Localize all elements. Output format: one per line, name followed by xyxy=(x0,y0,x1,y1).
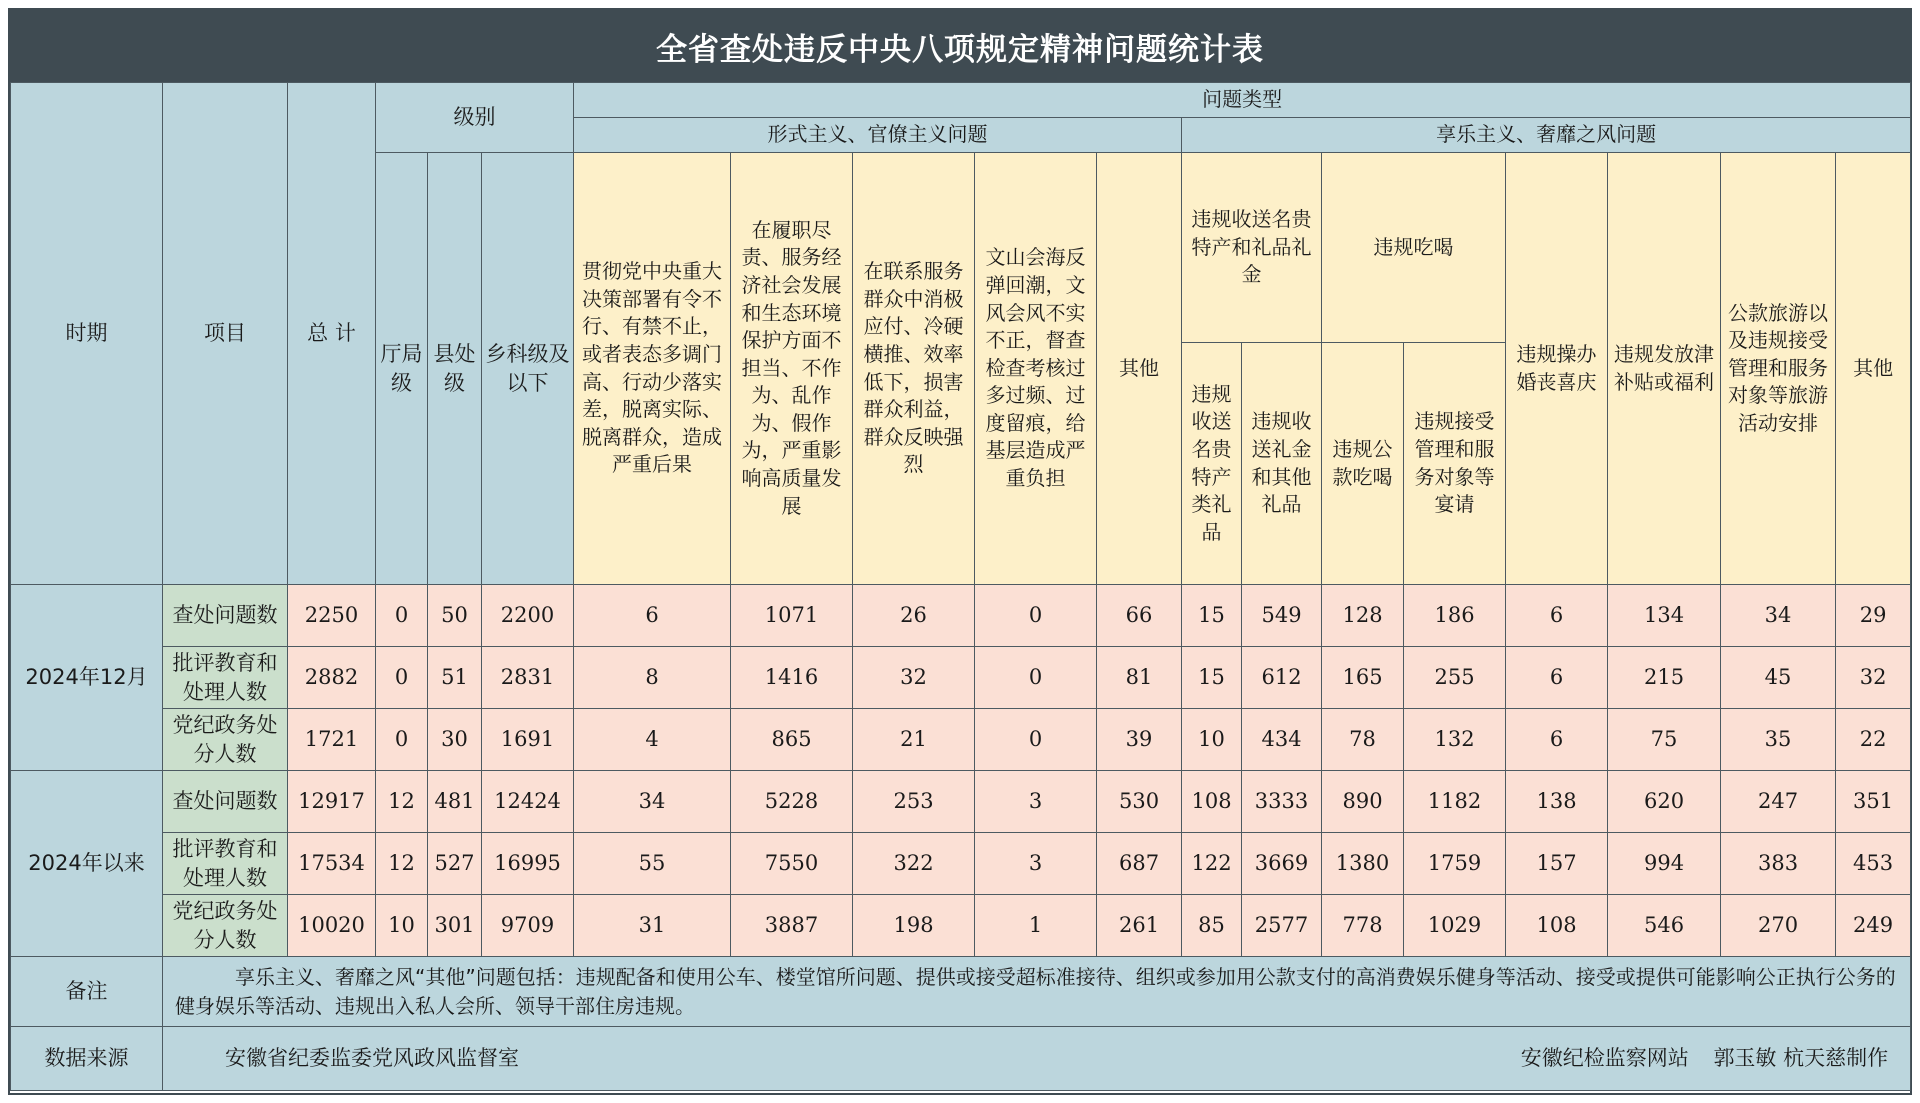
cell: 6 xyxy=(1506,647,1608,709)
cell: 351 xyxy=(1836,771,1911,833)
cell: 22 xyxy=(1836,709,1911,771)
cell: 2831 xyxy=(482,647,574,709)
cell: 0 xyxy=(376,647,428,709)
cell: 31 xyxy=(574,895,731,957)
cell: 434 xyxy=(1242,709,1322,771)
cell: 12 xyxy=(376,771,428,833)
cell: 165 xyxy=(1322,647,1404,709)
header-period: 时期 xyxy=(11,83,163,585)
cell: 10 xyxy=(376,895,428,957)
table-row xyxy=(11,833,1911,895)
cell: 2200 xyxy=(482,585,574,647)
cell: 247 xyxy=(1721,771,1836,833)
statistics-sheet xyxy=(8,8,1912,1095)
cell: 122 xyxy=(1182,833,1242,895)
cell: 35 xyxy=(1721,709,1836,771)
cell: 51 xyxy=(428,647,482,709)
page-title: 全省查处违反中央八项规定精神问题统计表 xyxy=(10,10,1910,82)
row-item: 批评教育和处理人数 xyxy=(163,647,288,709)
cell: 29 xyxy=(1836,585,1911,647)
cell: 3 xyxy=(975,771,1097,833)
cell: 8 xyxy=(574,647,731,709)
table-row xyxy=(11,771,1911,833)
cell: 481 xyxy=(428,771,482,833)
cell: 32 xyxy=(853,647,975,709)
cell: 198 xyxy=(853,895,975,957)
row-item: 查处问题数 xyxy=(163,585,288,647)
cell: 1721 xyxy=(288,709,376,771)
header-level: 级别 xyxy=(376,83,574,153)
cell: 301 xyxy=(428,895,482,957)
cell: 255 xyxy=(1404,647,1506,709)
cell: 1416 xyxy=(731,647,853,709)
cell: 778 xyxy=(1322,895,1404,957)
cell: 34 xyxy=(1721,585,1836,647)
cell: 55 xyxy=(574,833,731,895)
cell: 865 xyxy=(731,709,853,771)
header-hedonism-other: 其他 xyxy=(1836,153,1911,585)
note-text: 享乐主义、奢靡之风“其他”问题包括：违规配备和使用公车、楼堂馆所问题、提供或接受超标准接待、组织或参加用公款支付的高消费娱乐健身等活动、接受或提供可能影响公正执行公务的健身娱乐等活动、违规出入私人会所、领导干部住房违规。 xyxy=(163,957,1911,1027)
cell: 6 xyxy=(574,585,731,647)
header-level-county: 县处级 xyxy=(428,153,482,585)
table-row xyxy=(11,647,1911,709)
cell: 687 xyxy=(1097,833,1182,895)
cell: 383 xyxy=(1721,833,1836,895)
cell: 78 xyxy=(1322,709,1404,771)
cell: 0 xyxy=(376,585,428,647)
cell: 3887 xyxy=(731,895,853,957)
table-row xyxy=(11,895,1911,957)
table-row xyxy=(11,709,1911,771)
row-item: 党纪政务处分人数 xyxy=(163,709,288,771)
cell: 3 xyxy=(975,833,1097,895)
cell: 34 xyxy=(574,771,731,833)
header-public-dining: 违规公款吃喝 xyxy=(1322,343,1404,585)
header-problem-type: 问题类型 xyxy=(574,83,1911,118)
header-formalism-col-3: 在联系服务群众中消极应付、冷硬横推、效率低下，损害群众利益，群众反映强烈 xyxy=(853,153,975,585)
cell: 66 xyxy=(1097,585,1182,647)
source-authors: 郭玉敏 杭天慈制作 xyxy=(1713,1046,1889,1071)
cell: 0 xyxy=(975,647,1097,709)
source-cell xyxy=(163,1027,1911,1091)
cell: 134 xyxy=(1608,585,1721,647)
cell: 2882 xyxy=(288,647,376,709)
cell: 32 xyxy=(1836,647,1911,709)
cell: 3333 xyxy=(1242,771,1322,833)
cell: 2577 xyxy=(1242,895,1322,957)
cell: 253 xyxy=(853,771,975,833)
cell: 5228 xyxy=(731,771,853,833)
cell: 157 xyxy=(1506,833,1608,895)
header-accept-banquet: 违规接受管理和服务对象等宴请 xyxy=(1404,343,1506,585)
header-hedonism-group: 享乐主义、奢靡之风问题 xyxy=(1182,118,1911,153)
cell: 890 xyxy=(1322,771,1404,833)
cell: 1 xyxy=(975,895,1097,957)
period-label: 2024年以来 xyxy=(11,771,163,957)
cell: 26 xyxy=(853,585,975,647)
row-item: 批评教育和处理人数 xyxy=(163,833,288,895)
cell: 612 xyxy=(1242,647,1322,709)
cell: 17534 xyxy=(288,833,376,895)
cell: 3669 xyxy=(1242,833,1322,895)
cell: 6 xyxy=(1506,585,1608,647)
header-formalism-col-4: 文山会海反弹回潮，文风会风不实不正，督查检查考核过多过频、过度留痕，给基层造成严重负担 xyxy=(975,153,1097,585)
header-allowances: 违规发放津补贴或福利 xyxy=(1608,153,1721,585)
cell: 527 xyxy=(428,833,482,895)
cell: 9709 xyxy=(482,895,574,957)
cell: 10020 xyxy=(288,895,376,957)
cell: 546 xyxy=(1608,895,1721,957)
cell: 4 xyxy=(574,709,731,771)
cell: 322 xyxy=(853,833,975,895)
header-item: 项目 xyxy=(163,83,288,585)
cell: 1691 xyxy=(482,709,574,771)
cell: 620 xyxy=(1608,771,1721,833)
source-website: 安徽纪检监察网站 xyxy=(1520,1046,1689,1071)
cell: 7550 xyxy=(731,833,853,895)
header-formalism-col-2: 在履职尽责、服务经济社会发展和生态环境保护方面不担当、不作为、乱作为、假作为，严重影响高质量发展 xyxy=(731,153,853,585)
cell: 6 xyxy=(1506,709,1608,771)
cell: 45 xyxy=(1721,647,1836,709)
row-item: 党纪政务处分人数 xyxy=(163,895,288,957)
statistics-table xyxy=(10,82,1911,1091)
cell: 270 xyxy=(1721,895,1836,957)
cell: 81 xyxy=(1097,647,1182,709)
cell: 1759 xyxy=(1404,833,1506,895)
cell: 1182 xyxy=(1404,771,1506,833)
cell: 132 xyxy=(1404,709,1506,771)
note-label: 备注 xyxy=(11,957,163,1027)
cell: 186 xyxy=(1404,585,1506,647)
header-gift-money: 违规收送礼金和其他礼品 xyxy=(1242,343,1322,585)
cell: 75 xyxy=(1608,709,1721,771)
cell: 39 xyxy=(1097,709,1182,771)
cell: 530 xyxy=(1097,771,1182,833)
cell: 0 xyxy=(376,709,428,771)
cell: 1380 xyxy=(1322,833,1404,895)
cell: 249 xyxy=(1836,895,1911,957)
cell: 15 xyxy=(1182,585,1242,647)
cell: 12424 xyxy=(482,771,574,833)
cell: 128 xyxy=(1322,585,1404,647)
header-public-travel: 公款旅游以及违规接受管理和服务对象等旅游活动安排 xyxy=(1721,153,1836,585)
cell: 1071 xyxy=(731,585,853,647)
header-total: 总 计 xyxy=(288,83,376,585)
header-level-bureau: 厅局级 xyxy=(376,153,428,585)
header-dining-group: 违规吃喝 xyxy=(1322,153,1506,343)
cell: 138 xyxy=(1506,771,1608,833)
header-weddings-funerals: 违规操办婚丧喜庆 xyxy=(1506,153,1608,585)
header-formalism-other: 其他 xyxy=(1097,153,1182,585)
header-level-township: 乡科级及以下 xyxy=(482,153,574,585)
header-formalism-col-1: 贯彻党中央重大决策部署有令不行、有禁不止，或者表态多调门高、行动少落实差，脱离实际、脱离群众，造成严重后果 xyxy=(574,153,731,585)
cell: 261 xyxy=(1097,895,1182,957)
cell: 21 xyxy=(853,709,975,771)
cell: 16995 xyxy=(482,833,574,895)
table-row xyxy=(11,585,1911,647)
cell: 549 xyxy=(1242,585,1322,647)
header-gift-specialty: 违规收送名贵特产类礼品 xyxy=(1182,343,1242,585)
cell: 0 xyxy=(975,709,1097,771)
cell: 108 xyxy=(1506,895,1608,957)
cell: 994 xyxy=(1608,833,1721,895)
cell: 1029 xyxy=(1404,895,1506,957)
cell: 2250 xyxy=(288,585,376,647)
cell: 12 xyxy=(376,833,428,895)
cell: 30 xyxy=(428,709,482,771)
header-gift-group: 违规收送名贵特产和礼品礼金 xyxy=(1182,153,1322,343)
cell: 10 xyxy=(1182,709,1242,771)
row-item: 查处问题数 xyxy=(163,771,288,833)
cell: 108 xyxy=(1182,771,1242,833)
cell: 15 xyxy=(1182,647,1242,709)
cell: 453 xyxy=(1836,833,1911,895)
header-formalism-group: 形式主义、官僚主义问题 xyxy=(574,118,1182,153)
cell: 50 xyxy=(428,585,482,647)
source-label: 数据来源 xyxy=(11,1027,163,1091)
period-label: 2024年12月 xyxy=(11,585,163,771)
source-department: 安徽省纪委监委党风政风监督室 xyxy=(225,1046,519,1071)
cell: 0 xyxy=(975,585,1097,647)
cell: 85 xyxy=(1182,895,1242,957)
cell: 215 xyxy=(1608,647,1721,709)
cell: 12917 xyxy=(288,771,376,833)
